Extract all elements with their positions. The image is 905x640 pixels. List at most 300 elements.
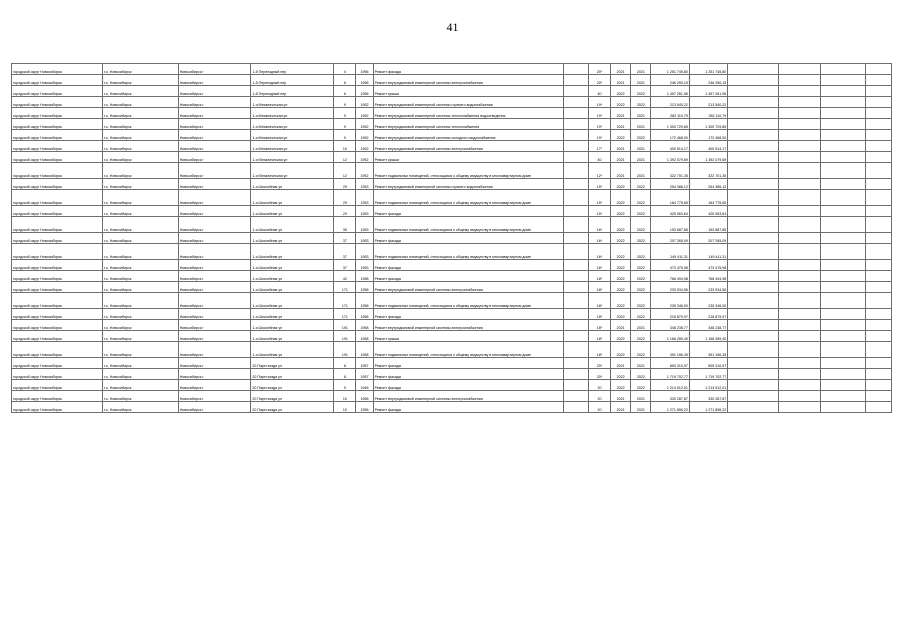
cell-district: г.о. Новосибирск (102, 358, 178, 369)
cell-year-end: 2022 (631, 380, 651, 391)
cell-empty (821, 217, 865, 233)
cell-wear: 19* (588, 130, 610, 141)
cell-cost: 1 719 702,77 (651, 369, 689, 380)
cell-empty (865, 163, 891, 179)
cell-year: 1958 (356, 342, 373, 358)
cell-year-start: 2021 (611, 141, 631, 152)
cell-municipality: городской округ Новосибирск (12, 190, 103, 206)
cell-cost-total: 1 168 289,40 (689, 331, 727, 342)
cell-municipality: городской округ Новосибирск (12, 217, 103, 233)
cell-district: г.о. Новосибирск (102, 244, 178, 260)
cell-cost-total: 172 468,00 (689, 130, 727, 141)
cell-year: 1958 (356, 282, 373, 293)
cell-cost: 213 540,22 (651, 97, 689, 108)
cell-blank (563, 391, 588, 402)
cell-house: 8 (334, 369, 356, 380)
cell-year-start: 2021 (611, 152, 631, 163)
table-row (12, 206, 892, 217)
cell-year-end: 2021 (631, 119, 651, 130)
cell-work-type: Ремонт подвальных помещений, относящихся к общему имуществу в многоквартирном доме (373, 163, 563, 179)
table-row (12, 152, 892, 163)
cell-year-end: 2021 (631, 75, 651, 86)
cell-year-end: 2022 (631, 271, 651, 282)
cell-cost: 1 300 729,85 (651, 119, 689, 130)
cell-empty (728, 108, 779, 119)
cell-empty (728, 97, 779, 108)
cell-work-type: Ремонт фасада (373, 260, 563, 271)
cell-work-type: Ремонт внутридомовой инженерной системы электроснабжения (373, 320, 563, 331)
cell-blank (563, 141, 588, 152)
cell-year-end: 2022 (631, 331, 651, 342)
cell-cost-total: 282 110,79 (689, 108, 727, 119)
cell-year-end: 2022 (631, 244, 651, 260)
cell-empty (778, 108, 820, 119)
cell-cost-total: 149 411,31 (689, 244, 727, 260)
cell-work-type: Ремонт фасада (373, 309, 563, 320)
cell-work-type: Ремонт фасада (373, 233, 563, 244)
cell-empty (778, 190, 820, 206)
cell-blank (563, 206, 588, 217)
cell-municipality: городской округ Новосибирск (12, 309, 103, 320)
cell-year: 1953 (356, 244, 373, 260)
cell-wear: 17* (588, 141, 610, 152)
table-row (12, 293, 892, 309)
table-row (12, 163, 892, 179)
cell-empty (728, 141, 779, 152)
cell-year-start: 2022 (611, 86, 631, 97)
cell-district: г.о. Новосибирск (102, 163, 178, 179)
cell-empty (821, 244, 865, 260)
cell-wear: 16* (588, 260, 610, 271)
cell-empty (778, 358, 820, 369)
cell-city: Новосибирск г (178, 380, 251, 391)
cell-street: 1-я Шоссейная ул (251, 293, 334, 309)
cell-city: Новосибирск г (178, 391, 251, 402)
cell-empty (865, 75, 891, 86)
cell-work-type: Ремонт крыши (373, 331, 563, 342)
cell-cost: 282 110,79 (651, 108, 689, 119)
cell-street: 20 Партсъезда ул (251, 391, 334, 402)
cell-city: Новосибирск г (178, 244, 251, 260)
cell-year-end: 2021 (631, 141, 651, 152)
cell-house: 37 (334, 233, 356, 244)
cell-blank (563, 190, 588, 206)
cell-work-type: Ремонт подвальных помещений, относящихся к общему имуществу в многоквартирном доме (373, 244, 563, 260)
cell-year: 1957 (356, 369, 373, 380)
cell-empty (728, 217, 779, 233)
cell-empty (821, 402, 865, 413)
cell-district: г.о. Новосибирск (102, 217, 178, 233)
cell-year-start: 2021 (611, 320, 631, 331)
cell-year-end: 2022 (631, 206, 651, 217)
cell-empty (728, 380, 779, 391)
cell-empty (728, 320, 779, 331)
table-row (12, 331, 892, 342)
cell-work-type: Ремонт внутридомовой инженерной системы электроснабжения (373, 141, 563, 152)
cell-empty (865, 402, 891, 413)
cell-house: 12 (334, 152, 356, 163)
cell-empty (728, 130, 779, 141)
cell-cost-total: 330 287,87 (689, 391, 727, 402)
cell-year-end: 2022 (631, 179, 651, 190)
cell-municipality: городской округ Новосибирск (12, 108, 103, 119)
cell-blank (563, 108, 588, 119)
cell-house: 9 (334, 108, 356, 119)
cell-empty (778, 97, 820, 108)
cell-work-type: Ремонт внутридомовой инженерной системы электроснабжения (373, 282, 563, 293)
cell-year-end: 2021 (631, 152, 651, 163)
cell-street: 1-я Шоссейная ул (251, 331, 334, 342)
cell-city: Новосибирск г (178, 130, 251, 141)
cell-city: Новосибирск г (178, 358, 251, 369)
cell-cost-total: 391 156,35 (689, 342, 727, 358)
cell-work-type: Ремонт фасада (373, 402, 563, 413)
cell-city: Новосибирск г (178, 190, 251, 206)
cell-house: 37 (334, 244, 356, 260)
cell-wear: 20* (588, 64, 610, 75)
cell-year-start: 2022 (611, 271, 631, 282)
cell-cost: 809 310,97 (651, 358, 689, 369)
cell-year-start: 2021 (611, 358, 631, 369)
cell-house: 191 (334, 320, 356, 331)
cell-district: г.о. Новосибирск (102, 320, 178, 331)
cell-blank (563, 282, 588, 293)
table-row (12, 309, 892, 320)
table-row (12, 64, 892, 75)
cell-wear: 15* (588, 179, 610, 190)
cell-work-type: Ремонт внутридомовой инженерной системы электроснабжения (373, 391, 563, 402)
cell-street: 1-я Механическая ул (251, 152, 334, 163)
cell-year-end: 2022 (631, 309, 651, 320)
cell-district: г.о. Новосибирск (102, 233, 178, 244)
cell-municipality: городской округ Новосибирск (12, 282, 103, 293)
cell-empty (821, 320, 865, 331)
cell-wear: 20 (588, 380, 610, 391)
cell-empty (778, 271, 820, 282)
table-row (12, 141, 892, 152)
table-row (12, 86, 892, 97)
cell-blank (563, 342, 588, 358)
cell-empty (865, 119, 891, 130)
cell-empty (728, 179, 779, 190)
table-row (12, 179, 892, 190)
cell-cost-total: 473 475,98 (689, 260, 727, 271)
cell-cost-total: 1 457 261,96 (689, 86, 727, 97)
cell-year-start: 2022 (611, 380, 631, 391)
cell-empty (821, 260, 865, 271)
cell-blank (563, 97, 588, 108)
cell-work-type: Ремонт внутридомовой инженерной системы теплоснабжения водоотведения (373, 108, 563, 119)
cell-wear: 20* (588, 75, 610, 86)
cell-house: 29 (334, 190, 356, 206)
cell-blank (563, 271, 588, 282)
cell-blank (563, 217, 588, 233)
cell-district: г.о. Новосибирск (102, 119, 178, 130)
cell-empty (778, 119, 820, 130)
cell-empty (728, 271, 779, 282)
cell-year-end: 2021 (631, 402, 651, 413)
cell-empty (865, 358, 891, 369)
cell-empty (821, 271, 865, 282)
cell-empty (821, 342, 865, 358)
cell-work-type: Ремонт внутридомовой инженерной системы холодного водоснабжения (373, 130, 563, 141)
cell-empty (821, 179, 865, 190)
cell-district: г.о. Новосибирск (102, 152, 178, 163)
cell-empty (778, 293, 820, 309)
cell-district: г.о. Новосибирск (102, 342, 178, 358)
cell-empty (728, 86, 779, 97)
cell-empty (778, 130, 820, 141)
cell-house: 29 (334, 206, 356, 217)
cell-empty (821, 331, 865, 342)
cell-city: Новосибирск г (178, 206, 251, 217)
cell-empty (865, 206, 891, 217)
cell-year-start: 2021 (611, 108, 631, 119)
cell-empty (821, 233, 865, 244)
cell-wear: 19* (588, 97, 610, 108)
cell-district: г.о. Новосибирск (102, 141, 178, 152)
cell-city: Новосибирск г (178, 64, 251, 75)
cell-cost: 1 271 896,22 (651, 402, 689, 413)
cell-empty (778, 282, 820, 293)
cell-cost-total: 1 300 729,85 (689, 119, 727, 130)
cell-city: Новосибирск г (178, 282, 251, 293)
cell-empty (865, 233, 891, 244)
cell-district: г.о. Новосибирск (102, 206, 178, 217)
cell-work-type: Ремонт подвальных помещений, относящихся к общему имуществу в многоквартирном доме (373, 217, 563, 233)
cell-house: 12 (334, 163, 356, 179)
cell-wear: 19* (588, 119, 610, 130)
cell-cost-total: 1 251 745,80 (689, 64, 727, 75)
cell-empty (865, 282, 891, 293)
cell-empty (821, 130, 865, 141)
cell-cost: 149 411,31 (651, 244, 689, 260)
cell-street: 1-я Шоссейная ул (251, 217, 334, 233)
cell-municipality: городской округ Новосибирск (12, 369, 103, 380)
cell-year-start: 2022 (611, 260, 631, 271)
cell-year-start: 2022 (611, 342, 631, 358)
cell-city: Новосибирск г (178, 293, 251, 309)
cell-cost: 1 251 745,80 (651, 64, 689, 75)
table-row (12, 244, 892, 260)
cell-municipality: городской округ Новосибирск (12, 320, 103, 331)
cell-blank (563, 369, 588, 380)
cell-year-start: 2022 (611, 244, 631, 260)
cell-cost: 207 265,09 (651, 233, 689, 244)
cell-year-end: 2022 (631, 342, 651, 358)
cell-empty (728, 75, 779, 86)
cell-empty (821, 75, 865, 86)
cell-house: 10 (334, 141, 356, 152)
cell-municipality: городской округ Новосибирск (12, 402, 103, 413)
cell-city: Новосибирск г (178, 320, 251, 331)
cell-cost: 235 346,00 (651, 293, 689, 309)
cell-street: 1-я Механическая ул (251, 97, 334, 108)
cell-year-start: 2021 (611, 64, 631, 75)
cell-empty (821, 293, 865, 309)
cell-blank (563, 64, 588, 75)
cell-municipality: городской округ Новосибирск (12, 233, 103, 244)
cell-empty (728, 282, 779, 293)
cell-municipality: городской округ Новосибирск (12, 141, 103, 152)
cell-cost-total: 207 265,09 (689, 233, 727, 244)
cell-municipality: городской округ Новосибирск (12, 271, 103, 282)
cell-city: Новосибирск г (178, 141, 251, 152)
cell-empty (865, 380, 891, 391)
cell-cost: 391 156,35 (651, 342, 689, 358)
cell-cost-total: 218 879,97 (689, 309, 727, 320)
cell-district: г.о. Новосибирск (102, 64, 178, 75)
cell-empty (778, 86, 820, 97)
cell-year-start: 2021 (611, 163, 631, 179)
table-row (12, 119, 892, 130)
cell-cost-total: 153 687,85 (689, 217, 727, 233)
cell-municipality: городской округ Новосибирск (12, 179, 103, 190)
cell-work-type: Ремонт фасада (373, 206, 563, 217)
cell-blank (563, 309, 588, 320)
cell-year: 1958 (356, 271, 373, 282)
cell-cost: 400 514,17 (651, 141, 689, 152)
cell-blank (563, 233, 588, 244)
cell-street: 1-я Шоссейная ул (251, 320, 334, 331)
table-row (12, 75, 892, 86)
cell-street: 1-я Шоссейная ул (251, 260, 334, 271)
cell-year: 1953 (356, 217, 373, 233)
cell-municipality: городской округ Новосибирск (12, 97, 103, 108)
cell-empty (728, 331, 779, 342)
cell-district: г.о. Новосибирск (102, 190, 178, 206)
cell-city: Новосибирск г (178, 369, 251, 380)
cell-empty (728, 233, 779, 244)
table-row (12, 320, 892, 331)
cell-house: 171 (334, 282, 356, 293)
cell-city: Новосибирск г (178, 163, 251, 179)
cell-empty (728, 293, 779, 309)
cell-street: 20 Партсъезда ул (251, 402, 334, 413)
cell-wear: 20* (588, 358, 610, 369)
cell-year: 1952 (356, 108, 373, 119)
cell-empty (728, 152, 779, 163)
cell-year-start: 2022 (611, 217, 631, 233)
cell-year-end: 2022 (631, 130, 651, 141)
cell-street: 20 Партсъезда ул (251, 358, 334, 369)
cell-empty (778, 369, 820, 380)
cell-wear: 18* (588, 320, 610, 331)
cell-empty (821, 119, 865, 130)
table-row (12, 233, 892, 244)
cell-cost-total: 425 063,64 (689, 206, 727, 217)
cell-empty (778, 244, 820, 260)
cell-empty (821, 64, 865, 75)
cell-empty (728, 260, 779, 271)
cell-empty (728, 163, 779, 179)
cell-city: Новосибирск г (178, 179, 251, 190)
cell-house: 35 (334, 217, 356, 233)
cell-work-type: Ремонт фасада (373, 64, 563, 75)
cell-work-type: Ремонт внутридомовой инженерной системы горячего водоснабжения (373, 97, 563, 108)
cell-house: 6 (334, 75, 356, 86)
cell-district: г.о. Новосибирск (102, 293, 178, 309)
cell-city: Новосибирск г (178, 152, 251, 163)
cell-blank (563, 75, 588, 86)
cell-house: 171 (334, 293, 356, 309)
cell-empty (728, 206, 779, 217)
cell-district: г.о. Новосибирск (102, 391, 178, 402)
cell-empty (778, 380, 820, 391)
cell-house: 191 (334, 331, 356, 342)
cell-cost: 473 475,98 (651, 260, 689, 271)
cell-cost: 768 494,98 (651, 271, 689, 282)
cell-city: Новосибирск г (178, 75, 251, 86)
cell-wear: 20 (588, 391, 610, 402)
table-row (12, 217, 892, 233)
cell-year: 1953 (356, 179, 373, 190)
cell-empty (778, 320, 820, 331)
cell-year: 1953 (356, 260, 373, 271)
table-row (12, 391, 892, 402)
cell-cost: 1 214 512,01 (651, 380, 689, 391)
table-row (12, 358, 892, 369)
cell-empty (821, 163, 865, 179)
cell-city: Новосибирск г (178, 108, 251, 119)
cell-cost-total: 246 250,15 (689, 75, 727, 86)
cell-house: 29 (334, 179, 356, 190)
cell-year-start: 2022 (611, 190, 631, 206)
cell-street: 1-я Механическая ул (251, 119, 334, 130)
cell-municipality: городской округ Новосибирск (12, 331, 103, 342)
cell-wear: 18* (588, 309, 610, 320)
page-number: 41 (446, 20, 459, 34)
cell-empty (821, 358, 865, 369)
cell-year-end: 2022 (631, 369, 651, 380)
cell-empty (728, 190, 779, 206)
cell-street: 1-я Шоссейная ул (251, 190, 334, 206)
table-row (12, 271, 892, 282)
cell-municipality: городской округ Новосибирск (12, 75, 103, 86)
table-row (12, 369, 892, 380)
cell-year-start: 2022 (611, 206, 631, 217)
cell-empty (865, 86, 891, 97)
cell-blank (563, 163, 588, 179)
cell-street: 1-я Шоссейная ул (251, 342, 334, 358)
cell-city: Новосибирск г (178, 86, 251, 97)
cell-district: г.о. Новосибирск (102, 97, 178, 108)
cell-empty (865, 320, 891, 331)
cell-house: 4 (334, 64, 356, 75)
cell-city: Новосибирск г (178, 402, 251, 413)
cell-empty (821, 86, 865, 97)
cell-year-start: 2022 (611, 97, 631, 108)
cell-cost: 246 250,15 (651, 75, 689, 86)
cell-year: 1952 (356, 163, 373, 179)
cell-year: 1953 (356, 206, 373, 217)
cell-year-start: 2022 (611, 293, 631, 309)
cell-year: 1956 (356, 64, 373, 75)
cell-wear: 16* (588, 233, 610, 244)
cell-street: 1-я Шоссейная ул (251, 309, 334, 320)
cell-district: г.о. Новосибирск (102, 130, 178, 141)
cell-cost: 233 934,56 (651, 282, 689, 293)
cell-house: 9 (334, 130, 356, 141)
cell-empty (865, 97, 891, 108)
cell-street: 1-я Механическая ул (251, 163, 334, 179)
cell-district: г.о. Новосибирск (102, 86, 178, 97)
cell-empty (778, 402, 820, 413)
cell-blank (563, 260, 588, 271)
cell-municipality: городской округ Новосибирск (12, 380, 103, 391)
table-row (12, 130, 892, 141)
cell-year-start: 2022 (611, 233, 631, 244)
